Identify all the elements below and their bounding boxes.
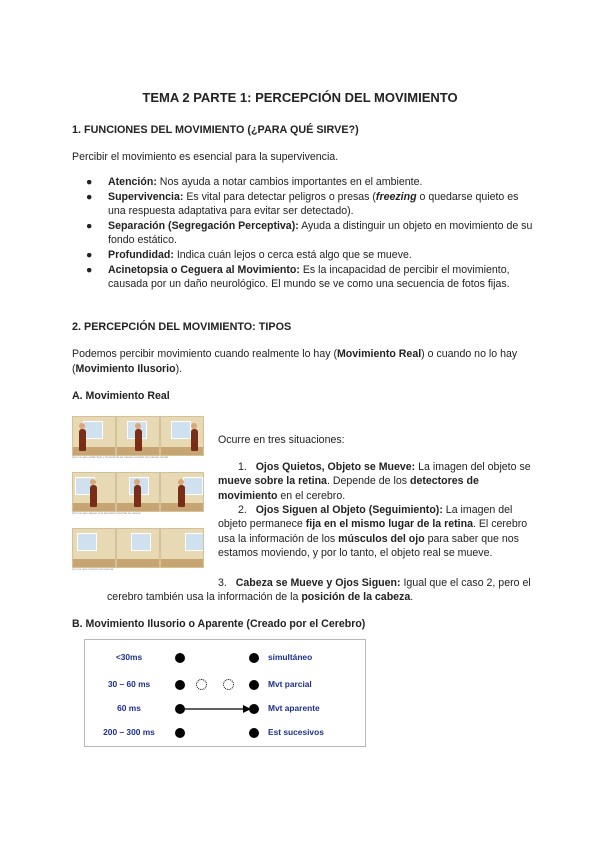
subsection-b-heading: B. Movimiento Ilusorio o Aparente (Creado por el Cerebro) <box>72 618 366 630</box>
list-item: ● Acinetopsia o Ceguera al Movimiento: Es la incapacidad de percibir el movimiento, causada por un daño neurológico. El mundo se ve como una secuencia de fotos fijas. <box>86 263 510 291</box>
stimulus-dot <box>175 680 185 690</box>
photo-frame <box>72 472 116 512</box>
photo-frame <box>160 528 204 568</box>
photo-frame <box>72 416 116 456</box>
timing-label: <30ms <box>115 652 143 662</box>
perception-result: Mvt aparente <box>268 703 320 713</box>
stimulus-dot <box>249 704 259 714</box>
subsection-a-heading: A. Movimiento Real <box>72 390 170 402</box>
section-1-intro: Percibir el movimiento es esencial para la supervivencia. <box>72 151 339 163</box>
list-item: ● Profundidad: Indica cuán lejos o cerca está algo que se mueve. <box>86 248 412 261</box>
section-1-heading: 1. FUNCIONES DEL MOVIMIENTO (¿PARA QUÉ SIRVE?) <box>72 124 359 136</box>
list-item: ● Separación (Segregación Perceptiva): Ayuda a distinguir un objeto en movimiento de su fondo estático. <box>86 219 533 247</box>
motion-arrow-icon <box>185 702 251 716</box>
section-2-intro: Podemos percibir movimiento cuando realmente lo hay (Movimiento Real) o cuando no lo hay (Movimiento Ilusorio). <box>72 348 518 375</box>
photo-frame <box>116 416 160 456</box>
partial-motion-dot <box>196 679 207 690</box>
bullet-icon: ● <box>86 263 93 276</box>
photo-frame <box>160 472 204 512</box>
real-motion-item-2: 2. Ojos Siguen al Objeto (Seguimiento): La imagen del objeto permanece fija en el mismo lugar de la retina. El cerebro usa la información de los músculos del ojo para saber que nos estamos moviendo, y por lo tanto, el objeto real se mueve. <box>218 504 528 560</box>
timing-label: 200 – 300 ms <box>103 727 155 737</box>
photo-caption: (b) Los ojos siguen a la persona mientras se mueve <box>72 511 141 515</box>
perception-result: simultáneo <box>268 652 313 662</box>
bullet-icon: ● <box>86 190 93 203</box>
real-motion-item-1: 1. Ojos Quietos, Objeto se Mueve: La imagen del objeto se mueve sobre la retina. Depende de los detectores de movimiento en el cerebro. <box>218 461 531 502</box>
perception-result: Mvt parcial <box>268 679 312 689</box>
functions-list <box>72 175 534 292</box>
stimulus-dot <box>249 728 259 738</box>
stimulus-dot <box>249 680 259 690</box>
bullet-icon: ● <box>86 248 93 261</box>
timing-label: 30 – 60 ms <box>107 679 151 689</box>
photo-caption: (c) Los ojos recorren la escena <box>72 567 114 571</box>
list-item: ● Supervivencia: Es vital para detectar peligros o presas (freezing o quedarse quieto es una respuesta adaptativa para evitar ser detectado). <box>86 190 519 218</box>
motion-situations-photos <box>72 416 204 578</box>
photo-frame <box>72 528 116 568</box>
photo-frame <box>160 416 204 456</box>
photo-caption: (a) Los ojos están fijos y la persona se mueve a través del campo visual <box>72 455 168 459</box>
bullet-icon: ● <box>86 219 93 232</box>
real-motion-item-3: 3. Cabeza se Mueve y Ojos Siguen: Igual que el caso 2, pero el cerebro también usa la información de la posición de la cabeza. <box>107 577 531 604</box>
stimulus-dot <box>175 653 185 663</box>
list-item: ● Atención: Nos ayuda a notar cambios importantes en el ambiente. <box>86 176 423 188</box>
page-title: TEMA 2 PARTE 1: PERCEPCIÓN DEL MOVIMIENTO <box>142 90 458 105</box>
photo-frame <box>116 528 160 568</box>
real-motion-lead: Ocurre en tres situaciones: <box>218 434 345 446</box>
stimulus-dot <box>249 653 259 663</box>
bullet-icon: ● <box>86 176 93 188</box>
stimulus-dot <box>175 728 185 738</box>
partial-motion-dot <box>223 679 234 690</box>
photo-frame <box>116 472 160 512</box>
apparent-motion-diagram <box>84 639 366 747</box>
perception-result: Est sucesivos <box>268 727 324 737</box>
timing-label: 60 ms <box>117 703 141 713</box>
section-2-heading: 2. PERCEPCIÓN DEL MOVIMIENTO: TIPOS <box>72 321 292 333</box>
stimulus-dot <box>175 704 185 714</box>
